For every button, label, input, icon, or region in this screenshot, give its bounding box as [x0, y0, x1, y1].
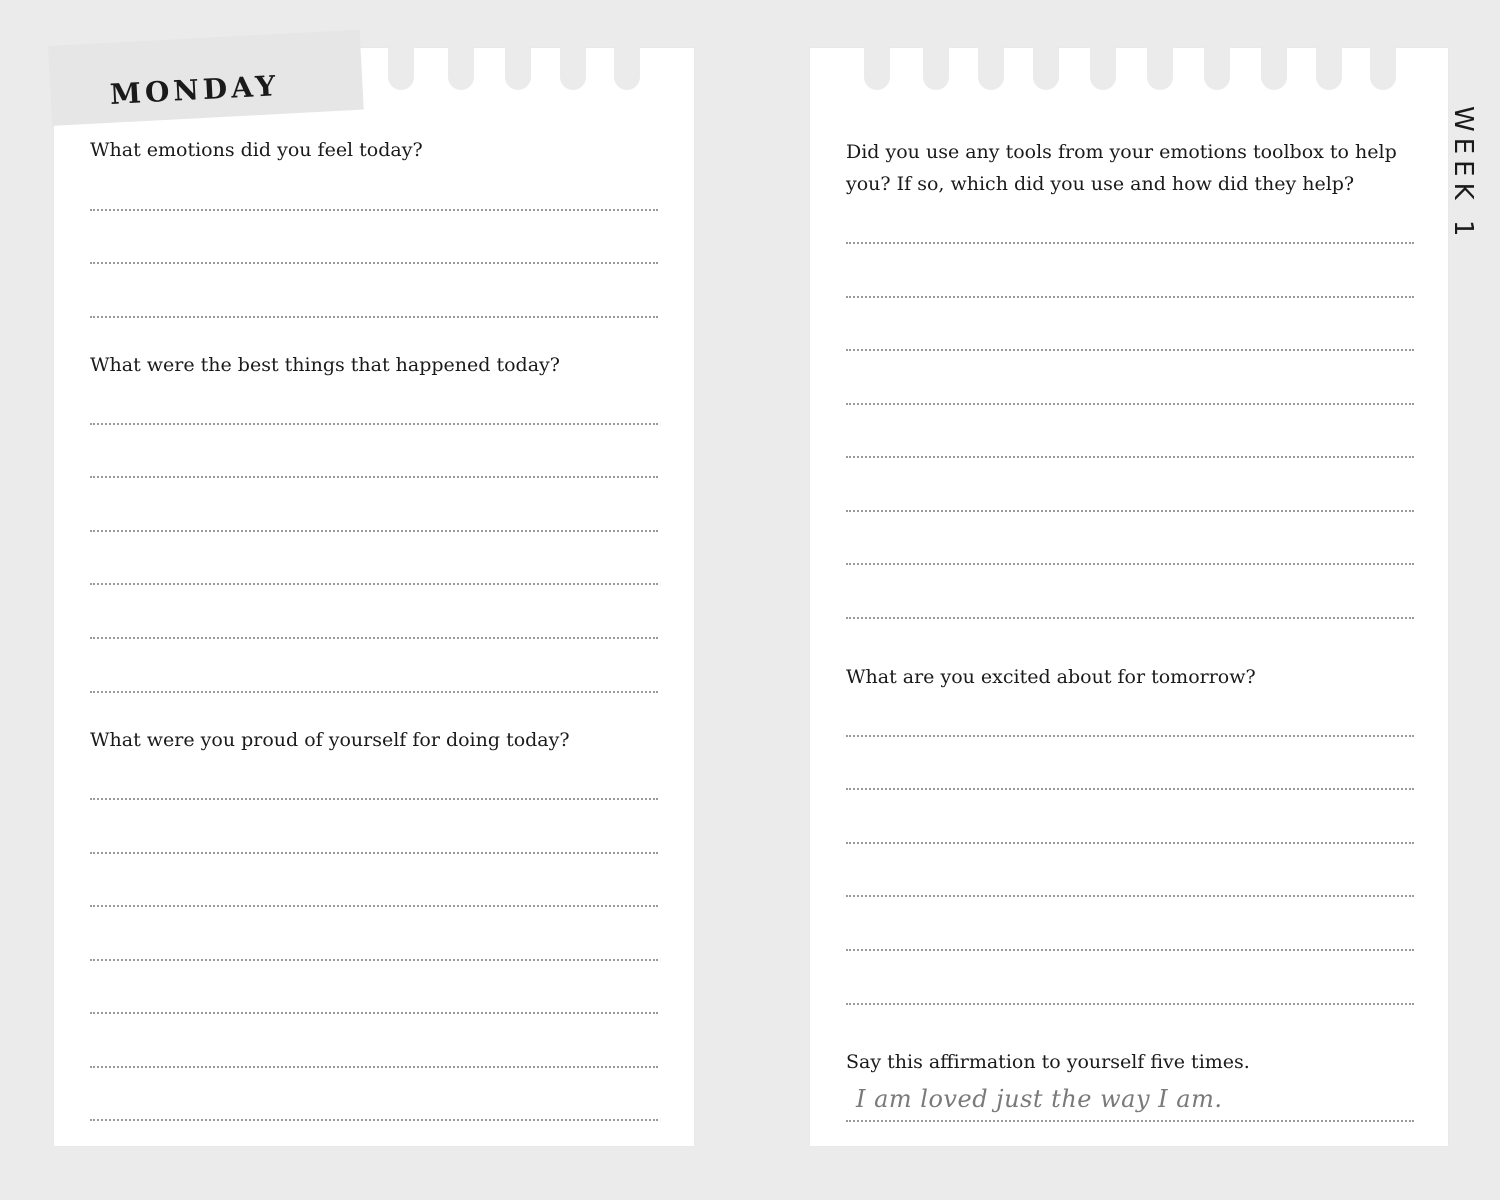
right-journal-page — [810, 48, 1448, 1146]
punch-hole — [864, 34, 890, 90]
punch-hole — [1033, 34, 1059, 90]
answer-line[interactable] — [90, 1012, 658, 1014]
answer-line[interactable] — [90, 1119, 658, 1121]
punch-hole — [1147, 34, 1173, 90]
punch-hole — [388, 34, 414, 90]
answer-line[interactable] — [846, 895, 1414, 897]
question-emotions: What emotions did you feel today? — [90, 139, 423, 161]
answer-line[interactable] — [846, 1003, 1414, 1005]
punch-hole — [614, 34, 640, 90]
answer-line[interactable] — [846, 510, 1414, 512]
answer-line[interactable] — [90, 637, 658, 639]
affirmation-line[interactable] — [846, 1120, 1414, 1122]
answer-line[interactable] — [846, 949, 1414, 951]
answer-line[interactable] — [90, 423, 658, 425]
question-toolbox: Did you use any tools from your emotions toolbox to help you? If so, which did you use and how did they help? — [846, 141, 1397, 195]
question-best-things: What were the best things that happened today? — [90, 354, 560, 376]
answer-line[interactable] — [846, 617, 1414, 619]
punch-hole — [448, 34, 474, 90]
punch-hole — [923, 34, 949, 90]
punch-hole — [560, 34, 586, 90]
punch-hole — [978, 34, 1004, 90]
punch-hole — [1370, 34, 1396, 90]
answer-line[interactable] — [90, 476, 658, 478]
punched-holes — [810, 48, 1448, 108]
punch-hole — [1261, 34, 1287, 90]
left-journal-page — [54, 48, 694, 1146]
answer-line[interactable] — [90, 798, 658, 800]
answer-line[interactable] — [90, 209, 658, 211]
answer-line[interactable] — [90, 583, 658, 585]
week-tab-label: WEEK 1 — [1448, 106, 1478, 243]
answer-line[interactable] — [846, 842, 1414, 844]
answer-line[interactable] — [846, 456, 1414, 458]
answer-line[interactable] — [90, 530, 658, 532]
answer-line[interactable] — [90, 691, 658, 693]
answer-line[interactable] — [846, 403, 1414, 405]
answer-line[interactable] — [846, 349, 1414, 351]
day-title: MONDAY — [109, 69, 281, 111]
answer-line[interactable] — [90, 905, 658, 907]
answer-line[interactable] — [90, 852, 658, 854]
answer-line[interactable] — [846, 735, 1414, 737]
answer-line[interactable] — [846, 296, 1414, 298]
affirmation-text: I am loved just the way I am. — [856, 1085, 1223, 1113]
answer-line[interactable] — [846, 242, 1414, 244]
question-proud: What were you proud of yourself for doing today? — [90, 729, 570, 751]
answer-line[interactable] — [90, 316, 658, 318]
answer-line[interactable] — [846, 788, 1414, 790]
punch-hole — [1316, 34, 1342, 90]
answer-line[interactable] — [90, 262, 658, 264]
answer-line[interactable] — [90, 1066, 658, 1068]
question-excited-tomorrow: What are you excited about for tomorrow? — [846, 666, 1256, 688]
answer-line[interactable] — [846, 563, 1414, 565]
punch-hole — [505, 34, 531, 90]
punch-hole — [1090, 34, 1116, 90]
question-affirmation: Say this affirmation to yourself five times. — [846, 1051, 1250, 1073]
answer-line[interactable] — [90, 959, 658, 961]
punch-hole — [1204, 34, 1230, 90]
